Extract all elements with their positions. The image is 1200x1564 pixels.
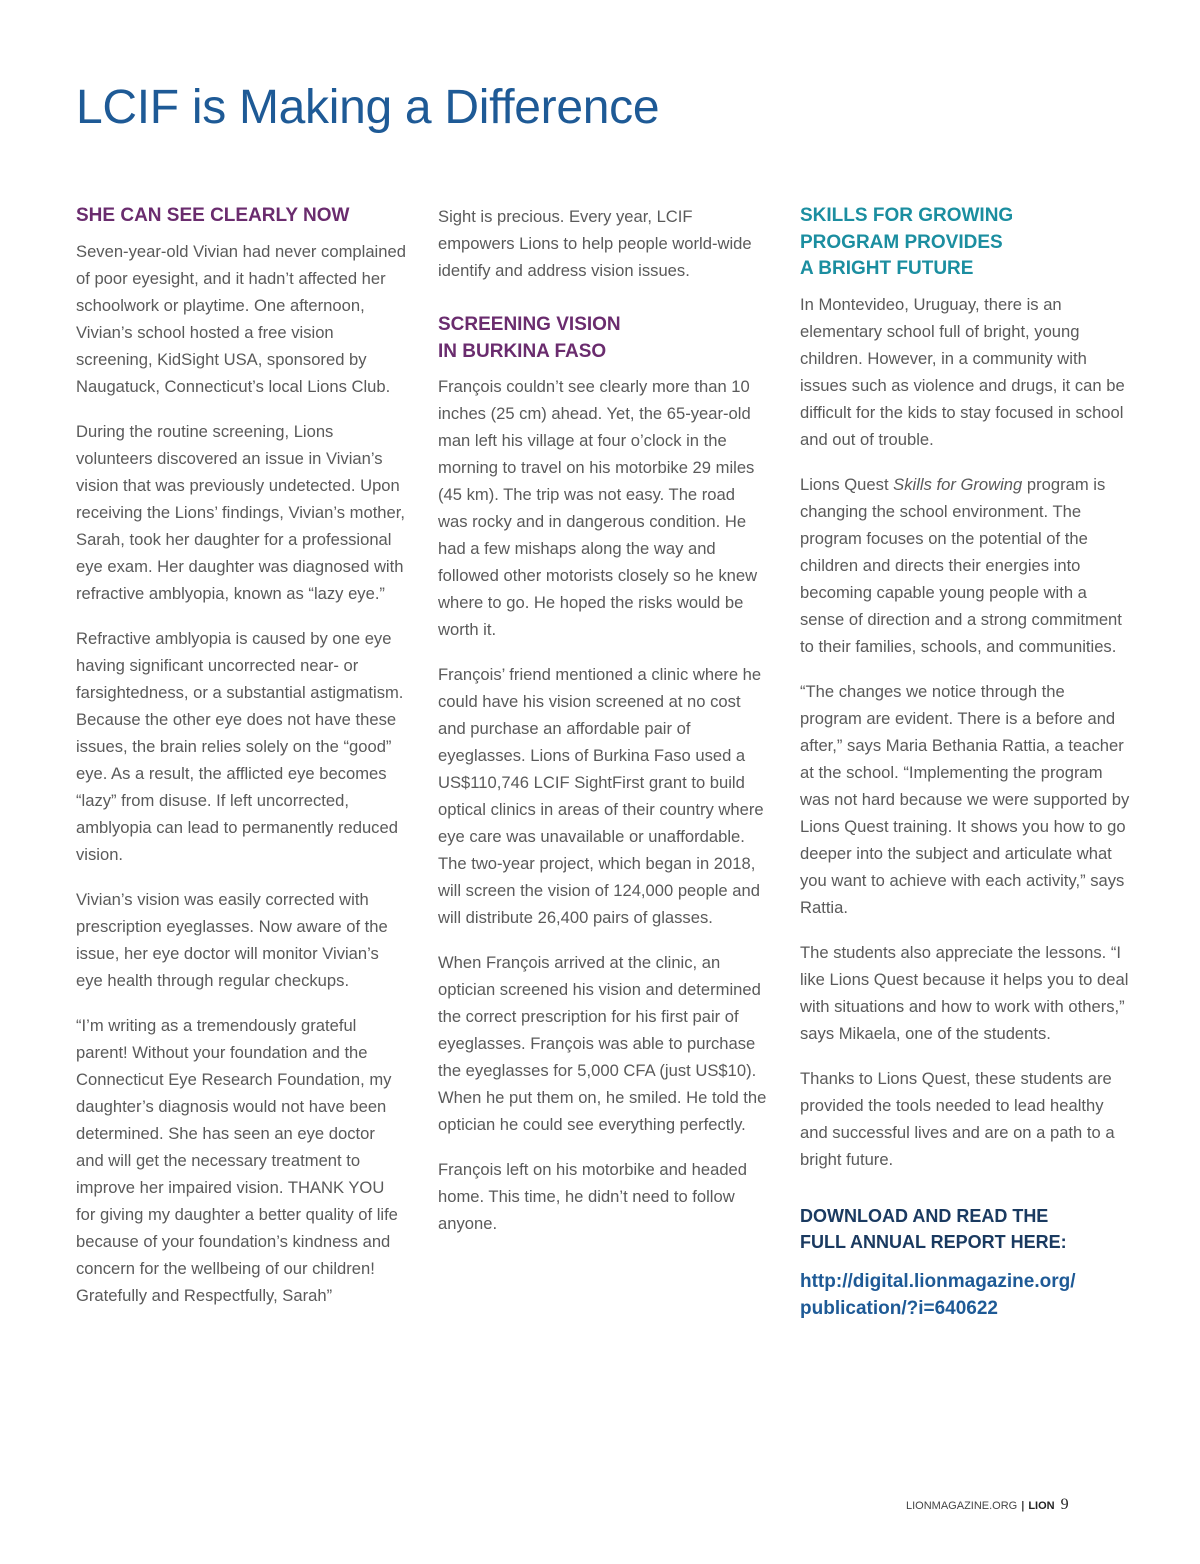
footer-site: LIONMAGAZINE.ORG	[906, 1500, 1018, 1512]
footer-brand: LION	[1028, 1500, 1055, 1512]
paragraph: Vivian’s vision was easily corrected with prescription eyeglasses. Now aware of the issue, her eye doctor will monitor Vivian’s eye health through regular checkups.	[76, 889, 388, 990]
paragraph: Seven-year-old Vivian had never complained of poor eyesight, and it hadn’t affected her schoolwork or playtime. One afternoon, Vivian’s school hosted a free vision screening, KidSight USA, sponsored by Naugatuck, Connecticut’s local Lions Club.	[76, 241, 406, 396]
intro-paragraph: Sight is precious. Every year, LCIF empowers Lions to help people world-wide identify and address vision issues.	[438, 207, 752, 280]
paragraph: “I’m writing as a tremendously grateful parent! Without your foundation and the Connecticut Eye Research Foundation, my daughter’s diagnosis would not have been determined. She has seen an eye doctor and will get the necessary treatment to improve her impaired vision. THANK YOU for giving my daughter a better quality of life because of your foundation’s kindness and concern for the wellbeing of our children! Gratefully and Respectfully, Sarah”	[76, 1015, 398, 1305]
paragraph: François left on his motorbike and headed home. This time, he didn’t need to follow anyone.	[438, 1160, 748, 1233]
heading-line: PROGRAM PROVIDES	[800, 231, 1003, 253]
program-name: Skills for Growing	[893, 474, 1023, 494]
paragraph: François’ friend mentioned a clinic where he could have his vision screened at no cost and purchase an affordable pair of eyeglasses. Lions of Burkina Faso used a US$110,746 LCIF SightFirst grant to build optical clinics in areas of their country where eye care was unavailable or unaffordable. The two-year project, which began in 2018, will screen the vision of 124,000 people and will distribute 26,400 pairs of glasses.	[438, 665, 764, 927]
heading-line: FULL ANNUAL REPORT HERE:	[800, 1232, 1067, 1252]
column-she-can-see	[76, 203, 406, 1327]
download-heading	[800, 1203, 1130, 1256]
text-run: program is changing the school environment. The program focuses on the potential of the children and directs their energies into becoming capable young people with a sense of direction and a strong commitment to their families, schools, and communities.	[800, 474, 1122, 656]
column-skills-for-growing	[800, 203, 1130, 1322]
paragraph: Thanks to Lions Quest, these students are provided the tools needed to lead healthy and successful lives and are on a path to a bright future.	[800, 1068, 1115, 1169]
link-line: publication/?i=640622	[800, 1297, 998, 1319]
page-footer	[906, 1496, 1069, 1514]
section-heading-skills-for-growing	[800, 203, 1130, 283]
heading-line: IN BURKINA FASO	[438, 340, 607, 362]
section-heading-screening-vision	[438, 312, 768, 365]
paragraph: The students also appreciate the lessons. “I like Lions Quest because it helps you to deal with situations and how to work with others,” says Mikaela, one of the students.	[800, 942, 1129, 1043]
heading-line: SCREENING VISION	[438, 314, 621, 335]
section-heading-she-can-see: SHE CAN SEE CLEARLY NOW	[76, 205, 350, 226]
heading-line: SKILLS FOR GROWING	[800, 205, 1014, 226]
annual-report-link[interactable]	[800, 1268, 1130, 1322]
page-number: 9	[1060, 1496, 1069, 1513]
paragraph: In Montevideo, Uruguay, there is an elementary school full of bright, young children. However, in a community with issues such as violence and drugs, it can be difficult for the kids to stay focused in school and out of trouble.	[800, 294, 1125, 449]
paragraph: During the routine screening, Lions volunteers discovered an issue in Vivian’s vision that was previously undetected. Upon receiving the Lions’ findings, Vivian’s mother, Sarah, took her daughter for a professional eye exam. Her daughter was diagnosed with refractive amblyopia, known as “lazy eye.”	[76, 421, 405, 603]
text-run: Lions Quest	[800, 474, 894, 494]
heading-line: A BRIGHT FUTURE	[800, 258, 974, 279]
paragraph: Refractive amblyopia is caused by one eye having significant uncorrected near- or farsightedness, or a substantial astigmatism. Because the other eye does not have these issues, the brain relies solely on the “good” eye. As a result, the afflicted eye becomes “lazy” from disuse. If left uncorrected, amblyopia can lead to permanently reduced vision.	[76, 628, 404, 864]
link-line: http://digital.lionmagazine.org/	[800, 1270, 1076, 1292]
footer-separator: |	[1021, 1500, 1025, 1512]
page-title: LCIF is Making a Difference	[76, 81, 660, 134]
paragraph	[800, 471, 1130, 660]
paragraph: When François arrived at the clinic, an optician screened his vision and determined the correct prescription for his first pair of eyeglasses. François was able to purchase the eyeglasses for 5,000 CFA (just US$10). When he put them on, he smiled. He told the optician he could see everything perfectly.	[438, 953, 767, 1134]
paragraph: François couldn’t see clearly more than 10 inches (25 cm) ahead. Yet, the 65-year-old man left his village at four o’clock in the morning to travel on his motorbike 29 miles (45 km). The trip was not easy. The road was rocky and in dangerous condition. He had a few mishaps along the way and followed other motorists closely so he knew where to go. He hoped the risks would be worth it.	[438, 377, 758, 639]
heading-line: DOWNLOAD AND READ THE	[800, 1205, 1049, 1226]
paragraph: “The changes we notice through the program are evident. There is a before and after,” says Maria Bethania Rattia, a teacher at the school. “Implementing the program was not hard because we were supported by Lions Quest training. It shows you how to go deeper into the subject and articulate what you want to achieve with each activity,” says Rattia.	[800, 681, 1130, 917]
column-burkina-faso	[438, 203, 768, 1255]
